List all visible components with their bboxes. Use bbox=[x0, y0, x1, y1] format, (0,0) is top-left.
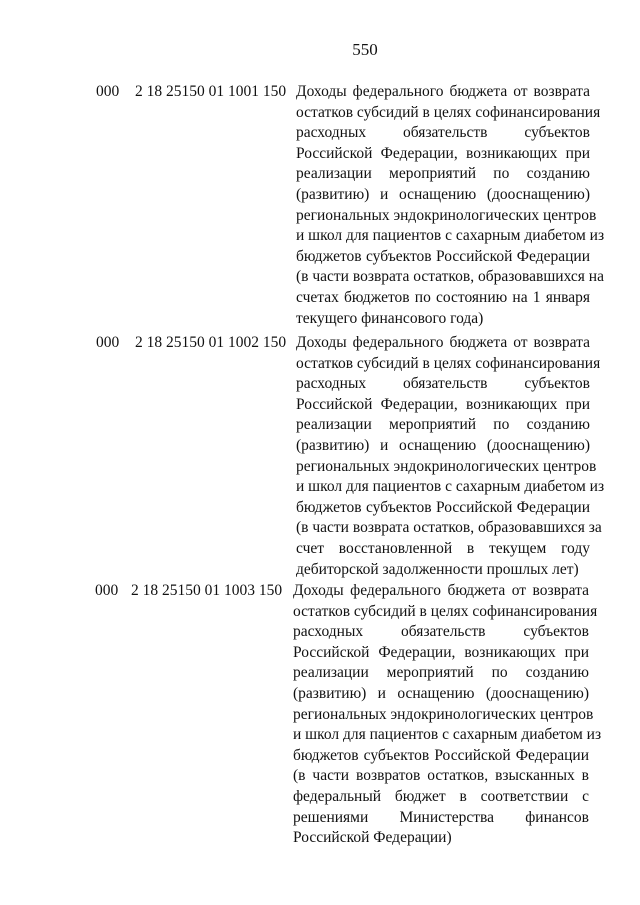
kbk-code: 2 18 25150 01 1001 150 bbox=[135, 83, 287, 100]
entry-description bbox=[296, 333, 605, 580]
admin-code: 000 bbox=[95, 582, 119, 599]
description-line: расходных обязательств субъектов bbox=[296, 124, 590, 142]
description-line: Доходы федерального бюджета от возврата bbox=[296, 83, 590, 100]
description-line: счет восстановленной в текущем году bbox=[296, 539, 590, 557]
description-line: расходных обязательств субъектов bbox=[293, 623, 589, 641]
admin-code: 000 bbox=[96, 83, 120, 100]
entry-description bbox=[293, 581, 602, 849]
entry-description bbox=[296, 82, 605, 329]
description-line: (развитию) и оснащению (дооснащению) bbox=[293, 684, 589, 702]
description-line: решениями Министерства финансов bbox=[293, 808, 589, 826]
description-line: региональных эндокринологических центров bbox=[296, 457, 597, 475]
description-line: (развитию) и оснащению (дооснащению) bbox=[296, 436, 590, 454]
description-line: и школ для пациентов с сахарным диабетом из bbox=[296, 478, 605, 496]
description-line: текущего финансового года) bbox=[296, 309, 484, 327]
description-line: остатков субсидий в целях софинансирования bbox=[296, 103, 601, 121]
description-line: Российской Федерации, возникающих при bbox=[296, 144, 590, 162]
description-line: Доходы федерального бюджета от возврата bbox=[296, 334, 590, 351]
description-line: реализации мероприятий по созданию bbox=[296, 165, 590, 183]
description-line: реализации мероприятий по созданию bbox=[296, 416, 590, 434]
description-line: региональных эндокринологических центров bbox=[293, 705, 594, 723]
description-line: региональных эндокринологических центров bbox=[296, 206, 597, 224]
description-line: бюджетов субъектов Российской Федерации bbox=[296, 247, 590, 265]
admin-code: 000 bbox=[96, 334, 120, 351]
description-line: расходных обязательств субъектов bbox=[296, 375, 590, 393]
description-line: (в части возврата остатков, образовавшихся на bbox=[296, 268, 604, 286]
description-line: Доходы федерального бюджета от возврата bbox=[293, 582, 589, 599]
description-line: федеральный бюджет в соответствии с bbox=[293, 787, 589, 805]
description-line: остатков субсидий в целях софинансирования bbox=[293, 602, 598, 620]
description-line: (в части возвратов остатков, взысканных в bbox=[293, 767, 589, 785]
description-line: дебиторской задолженности прошлых лет) bbox=[296, 560, 579, 578]
description-line: бюджетов субъектов Российской Федерации bbox=[296, 498, 590, 516]
description-line: (развитию) и оснащению (дооснащению) bbox=[296, 185, 590, 203]
description-line: бюджетов субъектов Российской Федерации bbox=[293, 746, 589, 764]
kbk-code: 2 18 25150 01 1003 150 bbox=[131, 582, 283, 599]
description-line: (в части возврата остатков, образовавшихся за bbox=[296, 519, 602, 537]
kbk-code: 2 18 25150 01 1002 150 bbox=[135, 334, 287, 351]
description-line: и школ для пациентов с сахарным диабетом из bbox=[293, 726, 602, 744]
description-line: Российской Федерации, возникающих при bbox=[296, 395, 590, 413]
description-line: остатков субсидий в целях софинансирования bbox=[296, 354, 601, 372]
description-line: и школ для пациентов с сахарным диабетом из bbox=[296, 227, 605, 245]
description-line: Российской Федерации, возникающих при bbox=[293, 643, 589, 661]
page-number: 550 bbox=[352, 40, 378, 59]
description-line: реализации мероприятий по созданию bbox=[293, 664, 589, 682]
description-line: Российской Федерации) bbox=[293, 829, 452, 847]
description-line: счетах бюджетов по состоянию на 1 января bbox=[296, 288, 590, 306]
